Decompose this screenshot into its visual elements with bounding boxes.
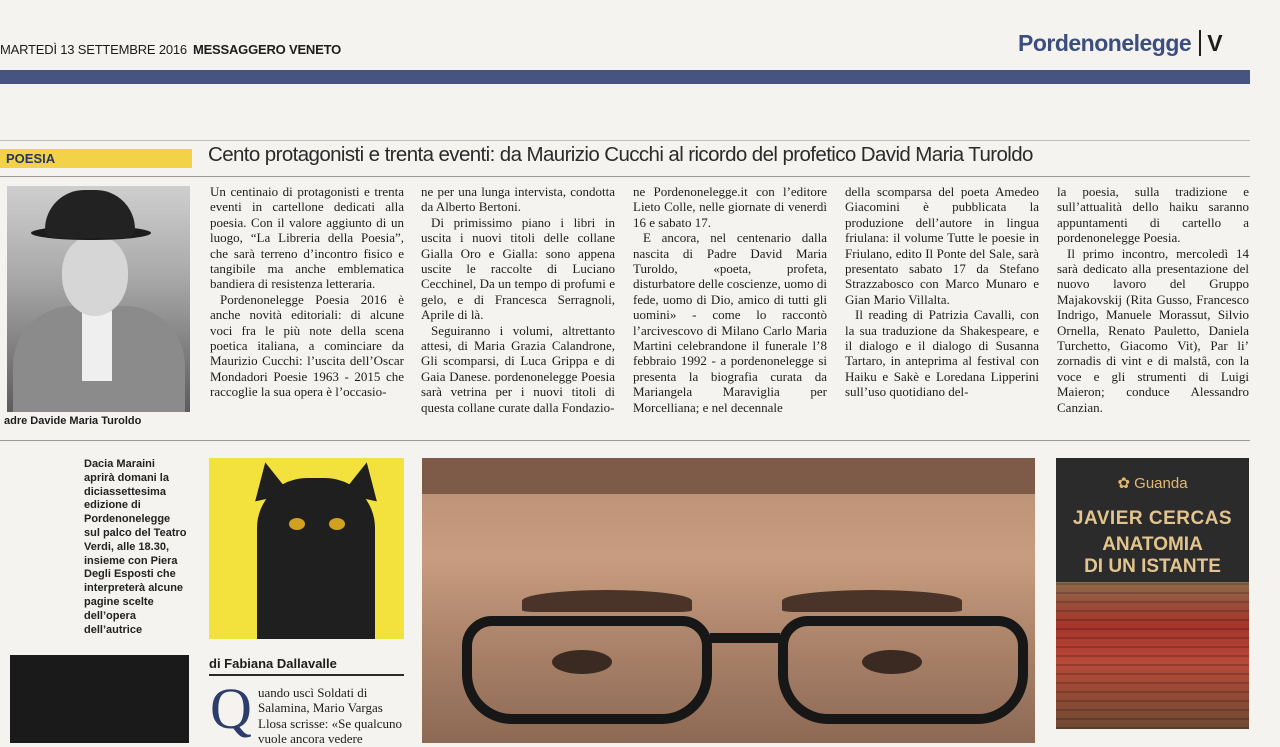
article-column-5 <box>1057 184 1249 415</box>
paragraph: Di primissimo piano i libri in uscita i nuovi titoli delle collane Gialla Oro e Gialla: sono appena uscite le raccolte di Luciano Cecchinel, Da un tempo di profumi e gelo, e di Francesca Serragnoli, Aprile di là. <box>421 214 615 323</box>
author-portrait <box>422 458 1035 743</box>
lead-text <box>258 685 404 747</box>
divider <box>0 176 1250 177</box>
book-author: JAVIER CERCAS <box>1072 508 1233 529</box>
article-column-4 <box>845 184 1039 400</box>
section-kicker: POESIA <box>0 149 192 168</box>
article-column-1 <box>210 184 404 400</box>
page-number: V <box>1199 30 1222 56</box>
cat-photo <box>209 458 404 639</box>
byline: di Fabiana Dallavalle <box>209 656 337 671</box>
divider <box>0 440 1250 441</box>
page-header-right <box>1018 30 1222 57</box>
article-column-3 <box>633 184 827 415</box>
paragraph: della scomparsa del poeta Amedeo Giacomini è pubblicata la produzione dell’autore in lingua friulana: il volume Tutte le poesie in Friulano, edito Il Ponte del Sale, sarà presentato sabato 17 da Stefano Strazzabosco con Marco Munaro e Gian Mario Villalta. <box>845 184 1039 307</box>
drop-cap: Q <box>210 676 252 741</box>
publisher-logo: ✿ Guanda <box>1117 475 1188 492</box>
paragraph: Seguiranno i volumi, altrettanto attesi, di Maria Grazia Calandrone, Gli scomparsi, di Luca Grippa e di Gaia Danese. pordenonelegge Poesia sarà vetrina per i nuovi titoli di questa collane curate dalla Fondazio- <box>421 322 615 415</box>
book-title-line-1: ANATOMIA <box>1102 534 1203 555</box>
book-title-line-2: DI UN ISTANTE <box>1084 556 1221 577</box>
photo-caption: adre Davide Maria Turoldo <box>4 415 142 427</box>
paragraph: E ancora, nel centenario dalla nascita di Padre David Maria Turoldo, «poeta, profeta, disturbatore delle coscienze, uomo di fede, uomo di Dio, amico di tutti gli uomini» - come lo raccontò l’arcivescovo di Milano Carlo Maria Martini celebrandone il funerale l’8 febbraio 1992 - a pordenonelegge si presenta la biografia curata da Mariangela Maraviglia per Morcelliana; e nel decennale <box>633 230 827 415</box>
article-headline: Cento protagonisti e trenta eventi: da Maurizio Cucchi al ricordo del profetico David Maria Turoldo <box>208 143 1033 166</box>
paragraph: uando uscì Soldati di Salamina, Mario Vargas Llosa scrisse: «Se qualcuno vuole ancora vedere <box>258 685 403 747</box>
turoldo-photo <box>7 186 190 412</box>
sidebar-note: Dacia Maraini aprirà domani la diciassettesima edizione di Pordenonelegge sul palco del Teatro Verdi, alle 18.30, insieme con Piera Degli Esposti che interpreterà alcune pagine scelte dell’opera dell’autrice <box>84 458 187 636</box>
article-column-2 <box>421 184 615 415</box>
issue-date: MARTEDÌ 13 SETTEMBRE 2016 <box>0 42 187 57</box>
paragraph: Un centinaio di protagonisti e trenta eventi in cartellone dedicati alla poesia. Con il valore aggiunto di un luogo, “La Libreria della Poesia”, che sarà terreno d’incontro fisico e tangibile ma anche emblematica bandiera di resistenza letteraria. <box>210 184 404 292</box>
paragraph: ne Pordenonelegge.it con l’editore Lieto Colle, nelle giornate di venerdì 16 e sabato 17. <box>633 184 827 230</box>
dark-photo-block <box>10 655 189 743</box>
book-cover <box>1056 458 1249 729</box>
paragraph: Pordenonelegge Poesia 2016 è anche novità editoriali: di alcune voci fra le più note della scena poetica italiana, a cominciare da Maurizio Cucchi: l’uscita dell’Oscar Mondadori Poesie 1963 - 2015 che raccoglie la sua opera è l’occasio- <box>210 291 404 400</box>
paragraph: Il reading di Patrizia Cavalli, con la sua traduzione da Shakespeare, e il dialogo e il dialogo di Susanna Tartaro, in anteprima al festival con Haiku e Sakè e Loredana Lipperini sull’uso quotidiano del- <box>845 307 1039 400</box>
header-rule <box>0 70 1250 84</box>
page-header-left <box>0 42 341 57</box>
divider <box>0 140 1250 141</box>
paragraph: la poesia, sulla tradizione e sull’attualità dello haiku saranno appuntamenti di cartello a pordenonelegge Poesia. <box>1057 184 1249 246</box>
book-cover-art <box>1056 582 1249 729</box>
newspaper-name: MESSAGGERO VENETO <box>192 42 341 57</box>
paragraph: ne per una lunga intervista, condotta da Alberto Bertoni. <box>421 184 615 215</box>
section-name: Pordenonelegge <box>1018 30 1192 56</box>
paragraph: Il primo incontro, mercoledì 14 sarà dedicato alla presentazione del nuovo lavoro del Gruppo Majakovskij (Rita Gusso, Francesco Indrigo, Manuele Morassut, Silvio Ornella, Renato Pauletto, Daniela Turchetto, Giacomo Vit), Par li’ zornadis di vint e di malstâ, con la voce e gli strumenti di Luigi Maieron; conduce Alessandro Canzian. <box>1057 245 1249 415</box>
